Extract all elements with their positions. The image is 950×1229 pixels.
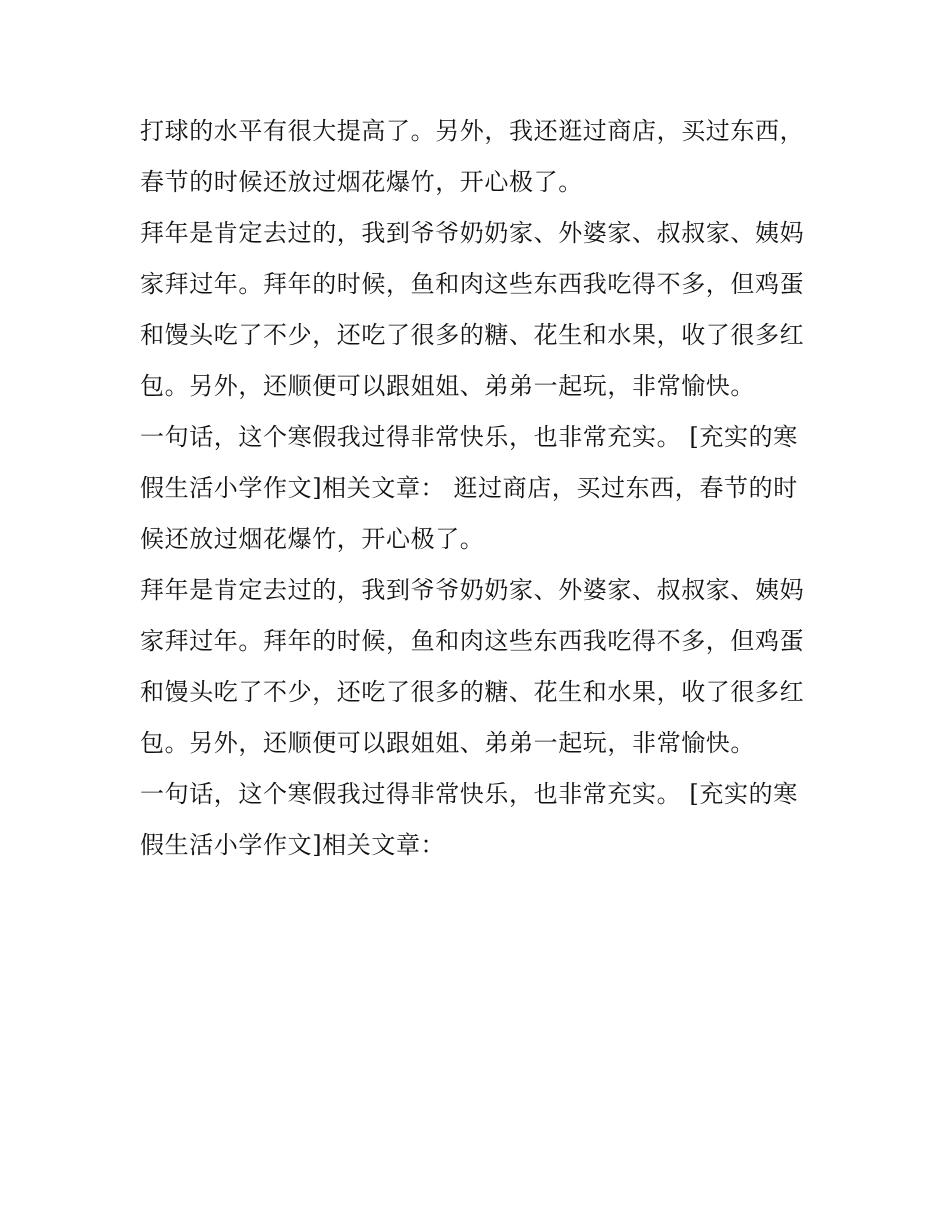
text-line: 假生活小学作文]相关文章： 逛过商店，买过东西，春节的时: [140, 474, 798, 502]
text-line: 家拜过年。拜年的时候，鱼和肉这些东西我吃得不多，但鸡蛋: [140, 270, 805, 298]
text-line: 春节的时候还放过烟花爆竹，开心极了。: [140, 168, 583, 196]
text-line: 包。另外，还顺便可以跟姐姐、弟弟一起玩，非常愉快。: [140, 372, 755, 400]
text-line: 一句话，这个寒假我过得非常快乐，也非常充实。 [充实的寒: [140, 780, 798, 808]
text-line: 家拜过年。拜年的时候，鱼和肉这些东西我吃得不多，但鸡蛋: [140, 627, 805, 655]
document-body: [140, 106, 820, 871]
text-line: 假生活小学作文]相关文章：: [140, 831, 446, 859]
text-line: 和馒头吃了不少，还吃了很多的糖、花生和水果，收了很多红: [140, 321, 805, 349]
text-line: 打球的水平有很大提高了。另外，我还逛过商店，买过东西，: [140, 117, 805, 145]
text-line: 拜年是肯定去过的，我到爷爷奶奶家、外婆家、叔叔家、姨妈: [140, 219, 805, 247]
text-line: 拜年是肯定去过的，我到爷爷奶奶家、外婆家、叔叔家、姨妈: [140, 576, 805, 604]
text-line: 候还放过烟花爆竹，开心极了。: [140, 525, 485, 553]
text-line: 一句话，这个寒假我过得非常快乐，也非常充实。 [充实的寒: [140, 423, 798, 451]
text-line: 和馒头吃了不少，还吃了很多的糖、花生和水果，收了很多红: [140, 678, 805, 706]
text-line: 包。另外，还顺便可以跟姐姐、弟弟一起玩，非常愉快。: [140, 729, 755, 757]
